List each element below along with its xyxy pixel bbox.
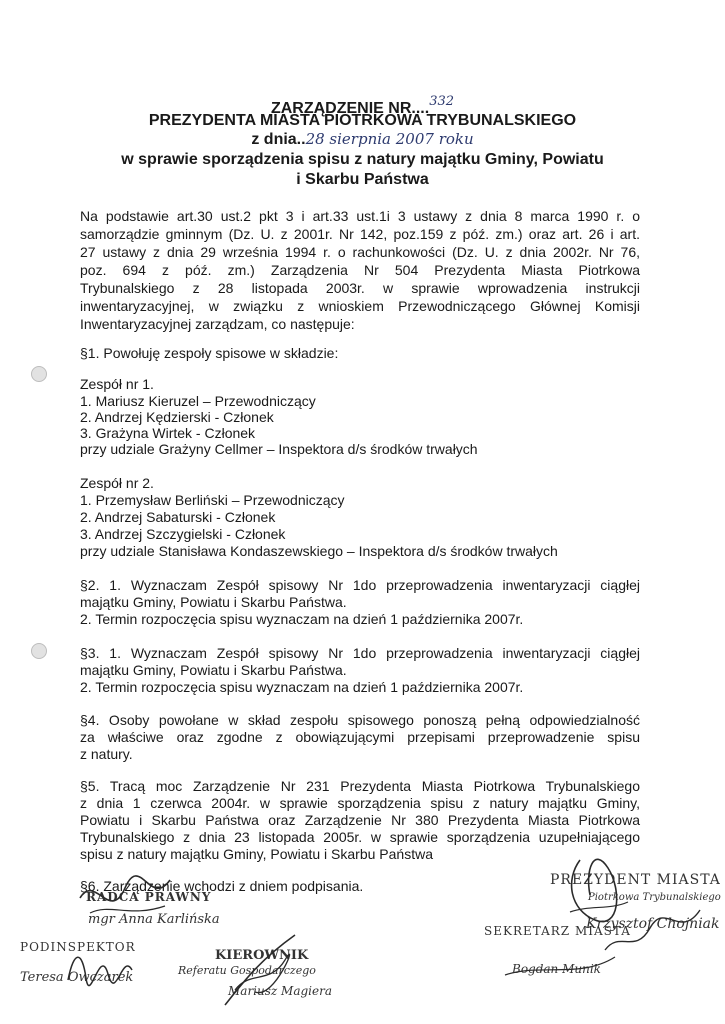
secretary-underline-icon	[500, 945, 620, 985]
legal-advisor-name: mgr Anna Karlińska	[88, 912, 220, 927]
team-member: 3. Andrzej Szczygielski - Członek	[80, 526, 286, 542]
team-note: przy udziale Grażyny Cellmer – Inspektora d/s środków trwałych	[80, 441, 478, 457]
section-4-line: za właściwe oraz zgodne z obowiązującymi przepisami przeprowadzenie spisu	[80, 729, 640, 745]
punch-hole	[31, 366, 47, 382]
section-3-line: §3. 1. Wyznaczam Zespół spisowy Nr 1do przeprowadzenia inwentaryzacji ciągłej	[80, 645, 640, 661]
section-5-line: z dnia 1 czerwca 2004r. w sprawie sporządzenia spisu z natury majątku Gminy,	[80, 795, 640, 811]
inspector-signature-icon	[60, 940, 140, 990]
section-1-intro: §1. Powołuję zespoły spisowe w składzie:	[80, 345, 339, 361]
section-5-line: Powiatu i Skarbu Państwa oraz Zarządzenie Nr 380 Prezydenta Miasta Piotrkowa	[80, 812, 640, 828]
manager-department: Referatu Gospodarczego	[178, 964, 316, 977]
section-2-line: 2. Termin rozpoczęcia spisu wyznaczam na dzień 1 października 2007r.	[80, 611, 524, 627]
subject-line: i Skarbu Państwa	[296, 171, 429, 188]
section-6-line: §6. Zarządzenie wchodzi z dniem podpisania.	[80, 878, 364, 894]
punch-hole	[31, 643, 47, 659]
secretary-stamp: SEKRETARZ MIASTA	[484, 924, 631, 938]
preamble-line: Inwentaryzacyjnej zarządzam, co następuje:	[80, 316, 355, 332]
section-5-line: Trybunalskiego z dnia 23 listopada 2005r. w sprawie sporządzenia uzupełniającego	[80, 829, 640, 845]
team-note: przy udziale Stanisława Kondaszewskiego – Inspektora d/s środków trwałych	[80, 543, 558, 559]
preamble-line: Trybunalskiego z 28 listopada 2003r. w sprawie wprowadzenia instrukcji	[80, 280, 640, 296]
subject-line: w sprawie sporządzenia spisu z natury majątku Gminy, Powiatu	[121, 151, 604, 168]
inspector-stamp: PODINSPEKTOR	[20, 940, 136, 954]
preamble-line: inwentaryzacyjnej, w związku z wnioskiem Przewodniczącego Głównej Komisji	[80, 298, 640, 314]
section-2-line: §2. 1. Wyznaczam Zespół spisowy Nr 1do przeprowadzenia inwentaryzacji ciągłej	[80, 577, 640, 593]
team-1-title: Zespół nr 1.	[80, 376, 154, 392]
legal-advisor-stamp: RADCA PRAWNY	[86, 890, 212, 904]
issuer-title: PREZYDENTA MIASTA PIOTRKOWA TRYBUNALSKIEGO	[148, 112, 577, 129]
preamble-line: 27 ustawy z dnia 29 września 1994 r. o rachunkowości (Dz. U. z dnia 2002r. Nr 76,	[80, 244, 640, 260]
team-member: 3. Grażyna Wirtek - Członek	[80, 425, 256, 441]
team-member: 1. Przemysław Berliński – Przewodniczący	[80, 492, 345, 508]
manager-signature-icon	[215, 930, 305, 1010]
team-member: 2. Andrzej Kędzierski - Członek	[80, 409, 274, 425]
president-name: Krzysztof Chojniak	[586, 916, 720, 932]
order-title: ZARZĄDZENIE NR....$^{332}$	[270, 94, 455, 117]
preamble-line: Na podstawie art.30 ust.2 pkt 3 i art.33 ust.1i 3 ustawy z dnia 8 marca 1990 r. o	[80, 208, 640, 224]
team-member: 1. Mariusz Kieruzel – Przewodniczący	[80, 393, 316, 409]
legal-advisor-signature-icon	[70, 868, 190, 928]
order-date: z dnia..28 sierpnia 2007 roku	[251, 130, 474, 148]
team-member: 2. Andrzej Sabaturski - Członek	[80, 509, 276, 525]
section-4-line: §4. Osoby powołane w skład zespołu spisowego ponoszą pełną odpowiedzialność	[80, 712, 640, 728]
section-3-line: majątku Gminy, Powiatu i Skarbu Państwa.	[80, 662, 347, 678]
team-2-title: Zespół nr 2.	[80, 475, 154, 491]
handwritten-order-number: 332	[429, 94, 455, 109]
president-city: Piotrkowa Trybunalskiego	[588, 892, 721, 903]
handwritten-date: 28 sierpnia 2007 roku	[305, 130, 474, 148]
preamble-line: poz. 694 z póź. zm.) Zarządzenia Nr 504 Prezydenta Miasta Piotrkowa	[80, 262, 640, 278]
inspector-name: Teresa Owczarek	[20, 970, 134, 985]
section-5-line: spisu z natury majątku Gminy, Powiatu i Skarbu Państwa	[80, 846, 434, 862]
section-5-line: §5. Tracą moc Zarządzenie Nr 231 Prezydenta Miasta Piotrkowa Trybunalskiego	[80, 778, 640, 794]
president-stamp: PREZYDENT MIASTA	[550, 872, 721, 888]
section-2-line: majątku Gminy, Powiatu i Skarbu Państwa.	[80, 594, 347, 610]
section-4-line: z natury.	[80, 746, 133, 762]
manager-name: Mariusz Magiera	[228, 984, 332, 998]
secretary-name: Bogdan Munik	[512, 962, 601, 976]
manager-stamp: KIEROWNIK	[215, 948, 309, 963]
section-3-line: 2. Termin rozpoczęcia spisu wyznaczam na dzień 1 października 2007r.	[80, 679, 524, 695]
preamble-line: samorządzie gminnym (Dz. U. z 2001r. Nr 142, poz.159 z póź. zm.) oraz art. 26 i art.	[80, 226, 640, 242]
